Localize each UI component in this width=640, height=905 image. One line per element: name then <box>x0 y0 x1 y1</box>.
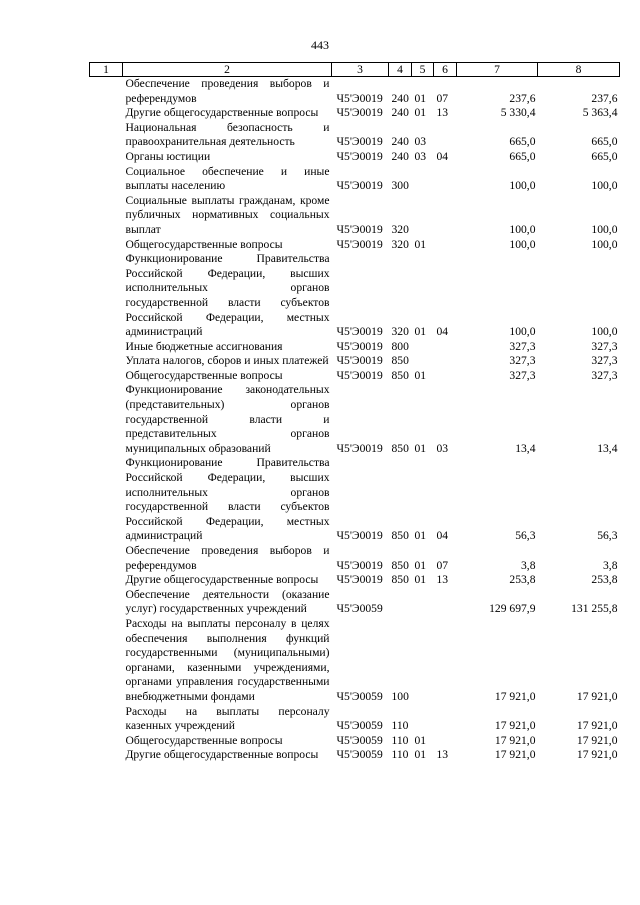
row-target-code: Ч5'Э0059 <box>336 748 383 762</box>
row-target-code: Ч5'Э0019 <box>336 149 383 163</box>
row-expense-type: 110 <box>391 733 409 747</box>
row-amount-col-7: 5 330,4 <box>500 106 536 120</box>
row-amount-col-8: 327,3 <box>591 339 618 353</box>
header-col-8: 8 <box>538 63 620 77</box>
row-target-code: Ч5'Э0019 <box>336 135 383 149</box>
row-amount-col-7: 665,0 <box>509 135 536 149</box>
table-row <box>90 106 620 121</box>
row-subsection <box>434 354 457 369</box>
row-section <box>412 617 434 705</box>
row-subsection <box>434 705 457 734</box>
row-amount-col-7: 3,8 <box>521 558 536 572</box>
row-subsection <box>434 165 457 194</box>
row-target-code: Ч5'Э0019 <box>336 441 383 455</box>
row-amount-col-7: 56,3 <box>515 529 536 543</box>
table-row <box>90 121 620 150</box>
row-name: Другие общегосударственные вопросы <box>125 106 319 120</box>
cell-col-1 <box>90 588 123 617</box>
row-section <box>412 588 434 617</box>
row-name: Общегосударственные вопросы <box>125 237 283 251</box>
row-amount-col-8: 327,3 <box>591 354 618 368</box>
cell-col-1 <box>90 121 123 150</box>
row-name: Обеспечение деятельности (оказание услуг) государственных учреждений <box>125 587 330 616</box>
row-subsection <box>434 340 457 355</box>
cell-col-1 <box>90 573 123 588</box>
row-target-code: Ч5'Э0019 <box>336 91 383 105</box>
row-target-code: Ч5'Э0019 <box>336 325 383 339</box>
row-amount-col-8: 100,0 <box>591 179 618 193</box>
row-expense-type: 850 <box>391 558 409 572</box>
row-amount-col-7: 327,3 <box>509 339 536 353</box>
row-section <box>412 354 434 369</box>
row-section: 01 <box>414 91 427 105</box>
row-target-code: Ч5'Э0019 <box>336 222 383 236</box>
row-subsection <box>434 588 457 617</box>
header-col-4: 4 <box>389 63 412 77</box>
header-col-6: 6 <box>434 63 457 77</box>
header-col-7: 7 <box>457 63 538 77</box>
row-subsection: 13 <box>436 573 449 587</box>
row-target-code: Ч5'Э0019 <box>336 368 383 382</box>
row-amount-col-8: 100,0 <box>591 222 618 236</box>
row-section <box>412 705 434 734</box>
row-target-code: Ч5'Э0019 <box>336 237 383 251</box>
table-row <box>90 588 620 617</box>
row-subsection <box>434 194 457 238</box>
cell-col-1 <box>90 383 123 456</box>
row-subsection: 04 <box>436 325 449 339</box>
row-target-code: Ч5'Э0019 <box>336 179 383 193</box>
row-amount-col-7: 17 921,0 <box>494 733 536 747</box>
row-target-code: Ч5'Э0019 <box>336 573 383 587</box>
table-row <box>90 383 620 456</box>
row-name: Общегосударственные вопросы <box>125 733 283 747</box>
row-subsection <box>434 238 457 253</box>
row-target-code: Ч5'Э0059 <box>336 719 383 733</box>
row-name: Обеспечение проведения выборов и референдумов <box>125 544 330 572</box>
row-target-code: Ч5'Э0059 <box>336 733 383 747</box>
header-col-1: 1 <box>90 63 123 77</box>
row-section: 01 <box>414 368 427 382</box>
row-amount-col-8: 17 921,0 <box>576 748 618 762</box>
table-row <box>90 369 620 384</box>
row-amount-col-8: 665,0 <box>591 135 618 149</box>
cell-col-1 <box>90 369 123 384</box>
row-expense-type: 100 <box>391 689 409 703</box>
table-row <box>90 705 620 734</box>
row-section: 03 <box>414 149 427 163</box>
table-row <box>90 150 620 165</box>
row-amount-col-7: 17 921,0 <box>494 719 536 733</box>
table-row <box>90 238 620 253</box>
row-expense-type: 850 <box>391 529 409 543</box>
row-expense-type: 240 <box>391 149 409 163</box>
row-amount-col-7: 17 921,0 <box>494 689 536 703</box>
row-section <box>412 340 434 355</box>
row-subsection: 13 <box>436 748 449 762</box>
row-expense-type: 240 <box>391 135 409 149</box>
row-name: Другие общегосударственные вопросы <box>125 573 319 587</box>
row-amount-col-7: 665,0 <box>509 149 536 163</box>
row-expense-type: 240 <box>391 91 409 105</box>
row-name: Функционирование законодательных (представительных) органов государственной власти и представительных органов муниципальных образований <box>125 383 330 455</box>
row-amount-col-8: 327,3 <box>591 368 618 382</box>
column-number-header-row <box>90 63 620 77</box>
table-row <box>90 194 620 238</box>
row-expense-type: 800 <box>391 339 409 353</box>
row-subsection: 03 <box>436 441 449 455</box>
table-row <box>90 340 620 355</box>
row-expense-type: 110 <box>391 748 409 762</box>
row-target-code: Ч5'Э0019 <box>336 106 383 120</box>
row-section: 01 <box>414 529 427 543</box>
row-amount-col-8: 131 255,8 <box>571 602 618 616</box>
row-target-code: Ч5'Э0059 <box>336 602 383 616</box>
row-amount-col-7: 100,0 <box>509 179 536 193</box>
cell-col-1 <box>90 734 123 749</box>
table-row <box>90 456 620 544</box>
row-amount-col-8: 253,8 <box>591 573 618 587</box>
row-amount-col-8: 17 921,0 <box>576 719 618 733</box>
row-amount-col-7: 13,4 <box>515 441 536 455</box>
page-number: 443 <box>311 38 329 52</box>
row-subsection: 07 <box>436 558 449 572</box>
cell-col-1 <box>90 150 123 165</box>
row-amount-col-8: 100,0 <box>591 325 618 339</box>
row-name: Расходы на выплаты персоналу в целях обеспечения выполнения функций государственными (муниципальными) органами, казенными учреждениями, органами управления государственными внебюджетными фондами <box>125 616 330 703</box>
row-section: 01 <box>414 573 427 587</box>
row-name: Общегосударственные вопросы <box>125 368 283 382</box>
row-amount-col-7: 100,0 <box>509 325 536 339</box>
cell-col-1 <box>90 617 123 705</box>
row-expense-type: 850 <box>391 368 409 382</box>
row-expense-type: 320 <box>391 237 409 251</box>
cell-col-1 <box>90 106 123 121</box>
row-name: Другие общегосударственные вопросы <box>125 748 319 762</box>
table-row <box>90 354 620 369</box>
header-col-5: 5 <box>412 63 434 77</box>
row-expense-type: 110 <box>391 719 409 733</box>
row-section: 01 <box>414 237 427 251</box>
row-amount-col-7: 100,0 <box>509 222 536 236</box>
row-amount-col-8: 17 921,0 <box>576 733 618 747</box>
row-expense-type: 240 <box>391 106 409 120</box>
table-row <box>90 617 620 705</box>
row-amount-col-7: 237,6 <box>509 91 536 105</box>
header-col-2: 2 <box>123 63 332 77</box>
row-expense-type <box>389 588 412 617</box>
table-row <box>90 165 620 194</box>
row-subsection: 04 <box>436 529 449 543</box>
row-name: Социальное обеспечение и иные выплаты населению <box>125 164 330 193</box>
row-target-code: Ч5'Э0019 <box>336 354 383 368</box>
header-col-3: 3 <box>332 63 389 77</box>
row-name: Иные бюджетные ассигнования <box>125 339 283 353</box>
row-amount-col-8: 100,0 <box>591 237 618 251</box>
row-section: 01 <box>414 748 427 762</box>
cell-col-1 <box>90 354 123 369</box>
row-subsection: 13 <box>436 106 449 120</box>
row-amount-col-7: 17 921,0 <box>494 748 536 762</box>
row-target-code: Ч5'Э0019 <box>336 558 383 572</box>
row-amount-col-8: 56,3 <box>597 529 618 543</box>
row-amount-col-8: 13,4 <box>597 441 618 455</box>
cell-col-1 <box>90 340 123 355</box>
row-target-code: Ч5'Э0059 <box>336 689 383 703</box>
cell-col-1 <box>90 456 123 544</box>
cell-col-1 <box>90 544 123 573</box>
cell-col-1 <box>90 748 123 763</box>
row-amount-col-7: 129 697,9 <box>489 602 536 616</box>
cell-col-1 <box>90 252 123 340</box>
row-amount-col-8: 665,0 <box>591 149 618 163</box>
row-expense-type: 320 <box>391 325 409 339</box>
cell-col-1 <box>90 165 123 194</box>
budget-table <box>89 62 620 763</box>
table-row <box>90 734 620 749</box>
row-section: 01 <box>414 325 427 339</box>
row-amount-col-8: 5 363,4 <box>582 106 618 120</box>
row-expense-type: 300 <box>391 179 409 193</box>
row-amount-col-8: 17 921,0 <box>576 689 618 703</box>
row-expense-type: 850 <box>391 354 409 368</box>
table-row <box>90 544 620 573</box>
table-row <box>90 748 620 763</box>
row-name: Социальные выплаты гражданам, кроме публичных нормативных социальных выплат <box>125 193 330 236</box>
row-expense-type: 850 <box>391 573 409 587</box>
row-amount-col-8: 3,8 <box>603 558 618 572</box>
row-name: Органы юстиции <box>125 149 211 163</box>
row-amount-col-7: 327,3 <box>509 354 536 368</box>
row-section: 01 <box>414 558 427 572</box>
cell-col-1 <box>90 194 123 238</box>
row-subsection <box>434 617 457 705</box>
row-subsection: 07 <box>436 91 449 105</box>
table-row <box>90 252 620 340</box>
row-section <box>412 165 434 194</box>
row-section: 01 <box>414 106 427 120</box>
row-subsection <box>434 121 457 150</box>
row-amount-col-7: 100,0 <box>509 237 536 251</box>
row-amount-col-7: 253,8 <box>509 573 536 587</box>
cell-col-1 <box>90 238 123 253</box>
row-target-code: Ч5'Э0019 <box>336 529 383 543</box>
row-section <box>412 194 434 238</box>
table-row <box>90 573 620 588</box>
row-amount-col-7: 327,3 <box>509 368 536 382</box>
row-section: 01 <box>414 733 427 747</box>
row-target-code: Ч5'Э0019 <box>336 339 383 353</box>
row-subsection <box>434 369 457 384</box>
row-name: Национальная безопасность и правоохранительная деятельность <box>125 120 330 149</box>
row-subsection: 04 <box>436 149 449 163</box>
row-name: Уплата налогов, сборов и иных платежей <box>125 354 329 368</box>
cell-col-1 <box>90 77 123 107</box>
row-subsection <box>434 734 457 749</box>
cell-col-1 <box>90 705 123 734</box>
row-amount-col-8: 237,6 <box>591 91 618 105</box>
row-name: Расходы на выплаты персоналу казенных учреждений <box>125 704 330 733</box>
row-expense-type: 320 <box>391 222 409 236</box>
row-section: 03 <box>414 135 427 149</box>
row-name: Обеспечение проведения выборов и референдумов <box>125 77 330 105</box>
row-name: Функционирование Правительства Российской Федерации, высших исполнительных органов государственной власти субъектов Российской Федерации, местных администраций <box>125 456 330 543</box>
row-section: 01 <box>414 441 427 455</box>
row-name: Функционирование Правительства Российской Федерации, высших исполнительных органов государственной власти субъектов Российской Федерации, местных администраций <box>125 252 330 339</box>
table-row <box>90 77 620 107</box>
row-expense-type: 850 <box>391 441 409 455</box>
